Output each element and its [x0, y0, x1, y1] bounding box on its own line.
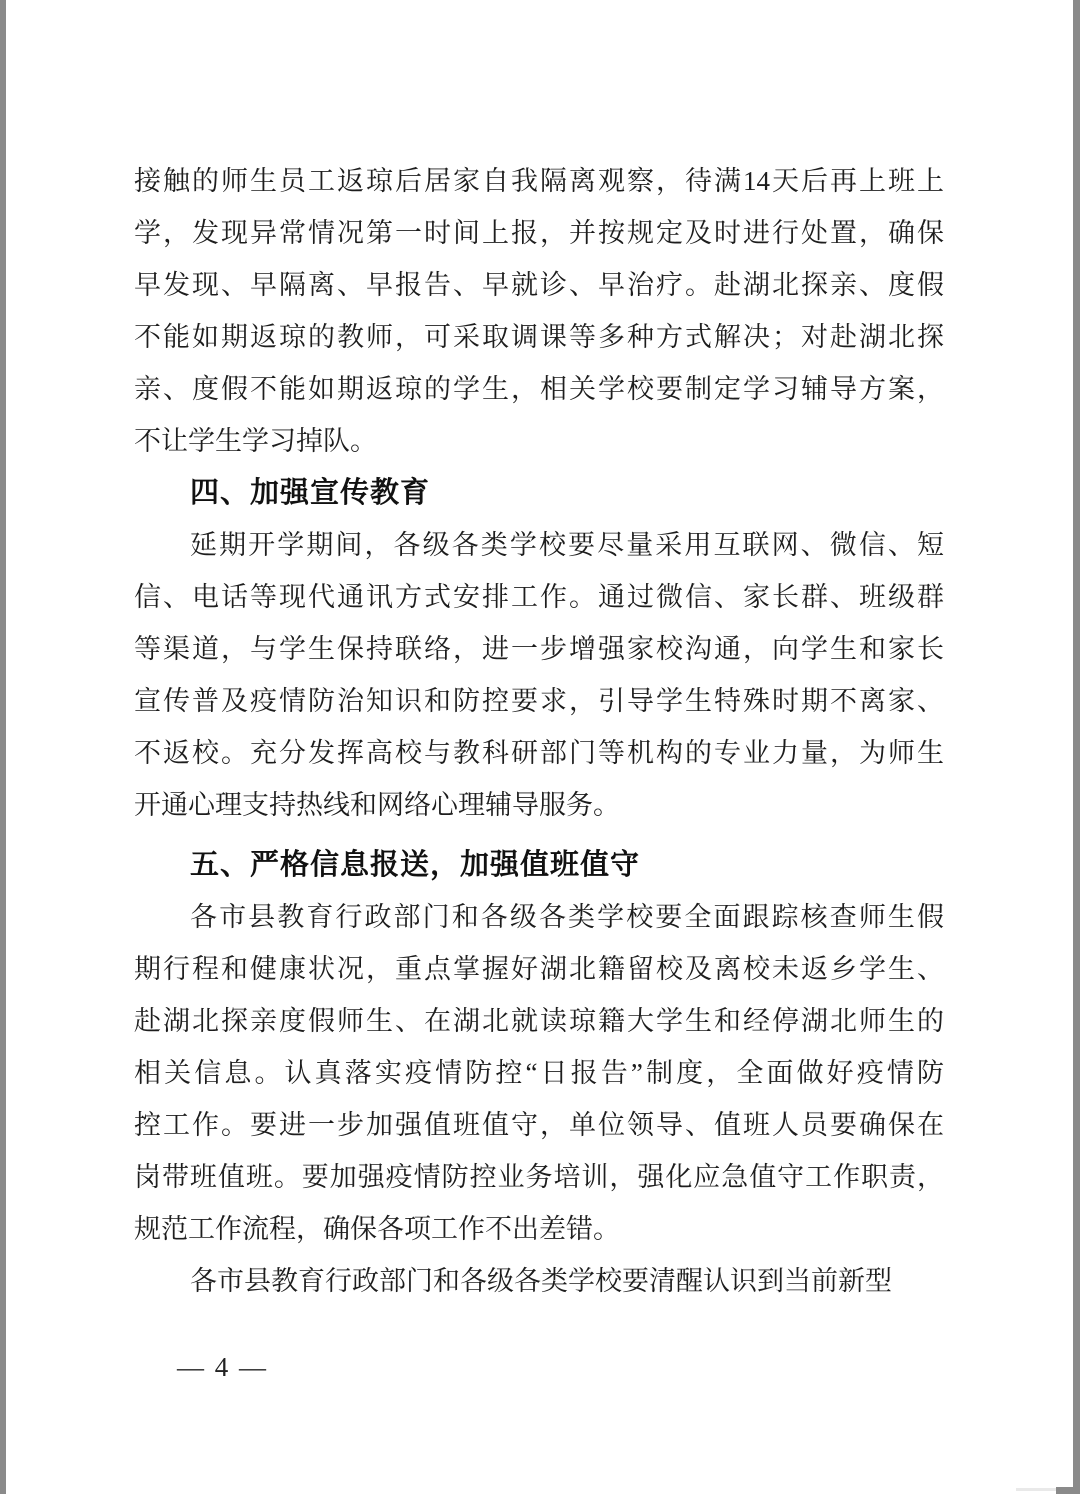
paragraph-section-5	[134, 891, 944, 1255]
text-line: 学，发现异常情况第一时间上报，并按规定及时进行处置，确保	[134, 218, 944, 248]
scrollbar-track[interactable]	[1016, 1488, 1058, 1491]
paragraph-closing	[134, 1255, 944, 1307]
text-line: 宣传普及疫情防治知识和防控要求，引导学生特殊时期不离家、	[134, 686, 944, 716]
document-content	[134, 155, 944, 1387]
text-line: 等渠道，与学生保持联络，进一步增强家校沟通，向学生和家长	[134, 634, 944, 664]
text-line: 接触的师生员工返琼后居家自我隔离观察，待满14天后再上班上	[134, 166, 944, 196]
text-line: 不能如期返琼的教师，可采取调课等多种方式解决；对赴湖北探	[134, 322, 944, 352]
text-line: 相关信息。认真落实疫情防控“日报告”制度，全面做好疫情防	[134, 1058, 944, 1088]
viewer-gutter-left	[0, 0, 6, 1494]
section-heading-4: 四、加强宣传教育	[190, 477, 431, 509]
text-line: 信、电话等现代通讯方式安排工作。通过微信、家长群、班级群	[134, 582, 944, 612]
scrollbar-corner[interactable]	[1056, 1487, 1080, 1494]
paragraph-carryover	[134, 155, 944, 467]
text-line: 控工作。要进一步加强值班值守，单位领导、值班人员要确保在	[134, 1110, 944, 1140]
text-line: 期行程和健康状况，重点掌握好湖北籍留校及离校未返乡学生、	[134, 954, 944, 984]
text-line: 岗带班值班。要加强疫情防控业务培训，强化应急值守工作职责，	[134, 1162, 944, 1192]
text-line: 不让学生学习掉队。	[134, 426, 377, 456]
section-heading-5: 五、严格信息报送，加强值班值守	[190, 849, 641, 881]
text-line: 不返校。充分发挥高校与教科研部门等机构的专业力量，为师生	[134, 738, 944, 768]
viewer-gutter-right	[1073, 0, 1080, 1494]
text-line: 开通心理支持热线和网络心理辅导服务。	[134, 790, 620, 820]
text-line: 延期开学期间，各级各类学校要尽量采用互联网、微信、短	[190, 530, 944, 560]
text-line: 赴湖北探亲度假师生、在湖北就读琼籍大学生和经停湖北师生的	[134, 1006, 944, 1036]
text-line: 各市县教育行政部门和各级各类学校要全面跟踪核查师生假	[190, 902, 944, 932]
page-number: — 4 —	[177, 1352, 268, 1382]
text-line: 规范工作流程，确保各项工作不出差错。	[134, 1214, 620, 1244]
text-line: 亲、度假不能如期返琼的学生，相关学校要制定学习辅导方案，	[134, 374, 944, 404]
text-line: 各市县教育行政部门和各级各类学校要清醒认识到当前新型	[190, 1266, 892, 1296]
text-line: 早发现、早隔离、早报告、早就诊、早治疗。赴湖北探亲、度假	[134, 270, 944, 300]
paragraph-section-4	[134, 519, 944, 831]
